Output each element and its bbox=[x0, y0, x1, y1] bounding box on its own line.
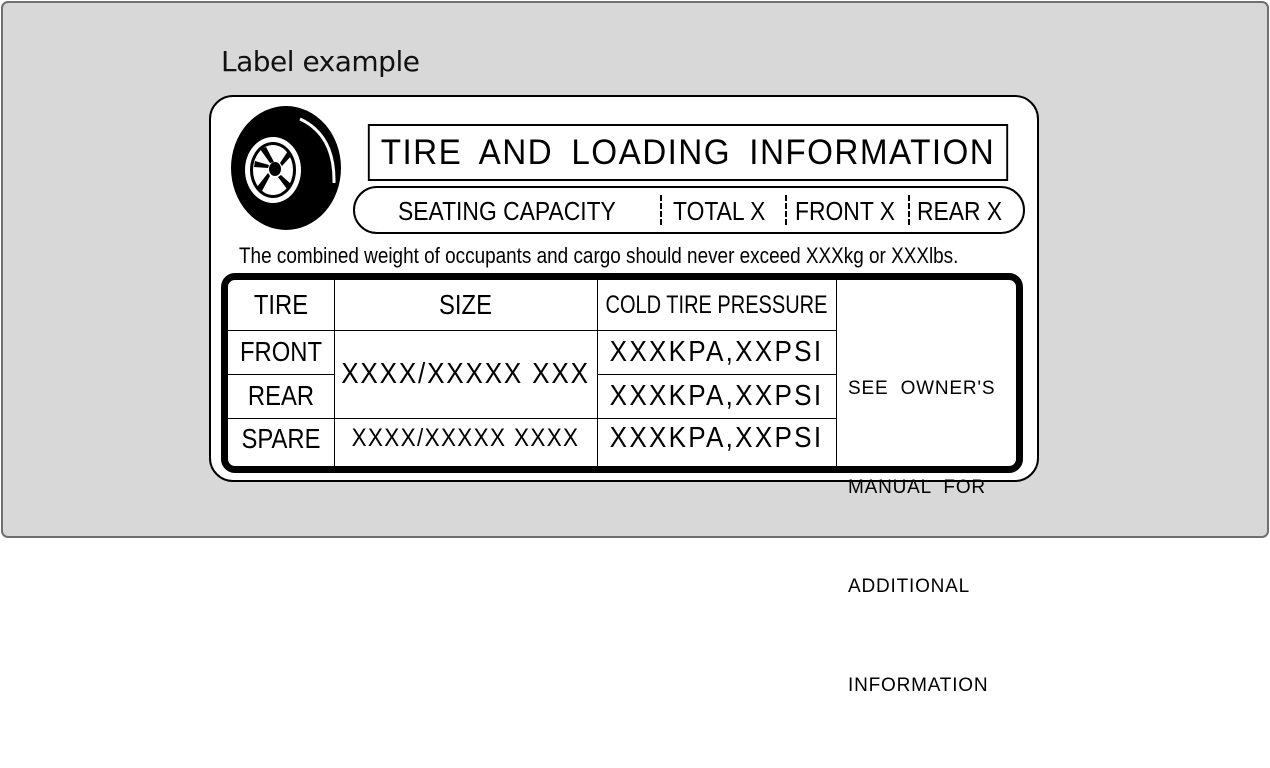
seating-total: TOTAL X bbox=[673, 196, 766, 226]
header-tire: TIRE bbox=[253, 289, 309, 320]
separator bbox=[660, 195, 662, 225]
seating-front: FRONT X bbox=[795, 196, 896, 226]
seating-capacity-label: SEATING CAPACITY bbox=[398, 196, 616, 226]
separator bbox=[785, 195, 787, 225]
front-pressure: XXXKPA,XXPSI bbox=[609, 335, 824, 368]
header-size: SIZE bbox=[439, 289, 492, 320]
row-spare-tire: SPARE bbox=[241, 422, 321, 454]
note-line: INFORMATION bbox=[848, 675, 989, 696]
note-line: MANUAL FOR bbox=[848, 477, 986, 498]
note-line: ADDITIONAL bbox=[848, 576, 971, 597]
row-rear-tire: REAR bbox=[247, 380, 315, 411]
tire-pressure-table bbox=[221, 273, 1023, 696]
header-cold-tire-pressure: COLD TIRE PRESSURE bbox=[605, 290, 828, 319]
separator bbox=[908, 195, 910, 225]
owners-manual-note bbox=[848, 306, 995, 768]
divider bbox=[334, 280, 335, 466]
rear-pressure: XXXKPA,XXPSI bbox=[609, 379, 824, 412]
weight-warning: The combined weight of occupants and cargo should never exceed XXXkg or XXXlbs. bbox=[239, 243, 959, 268]
caption: Label example bbox=[221, 45, 420, 78]
divider bbox=[597, 280, 598, 466]
seating-rear: REAR X bbox=[917, 196, 1003, 226]
label-example-panel bbox=[1, 1, 1269, 696]
seating-capacity-row bbox=[353, 186, 1025, 234]
spare-size: XXXX/XXXXX XXXX bbox=[351, 424, 580, 452]
spare-pressure: XXXKPA,XXPSI bbox=[609, 422, 824, 454]
row-front-tire: FRONT bbox=[240, 336, 322, 367]
tire-loading-label bbox=[209, 95, 1039, 696]
label-title: TIRE AND LOADING INFORMATION bbox=[368, 124, 1008, 181]
front-rear-size: XXXX/XXXXX XXX bbox=[341, 357, 590, 390]
tire-icon bbox=[230, 105, 346, 231]
note-line: SEE OWNER'S bbox=[848, 378, 996, 399]
divider bbox=[836, 280, 837, 466]
